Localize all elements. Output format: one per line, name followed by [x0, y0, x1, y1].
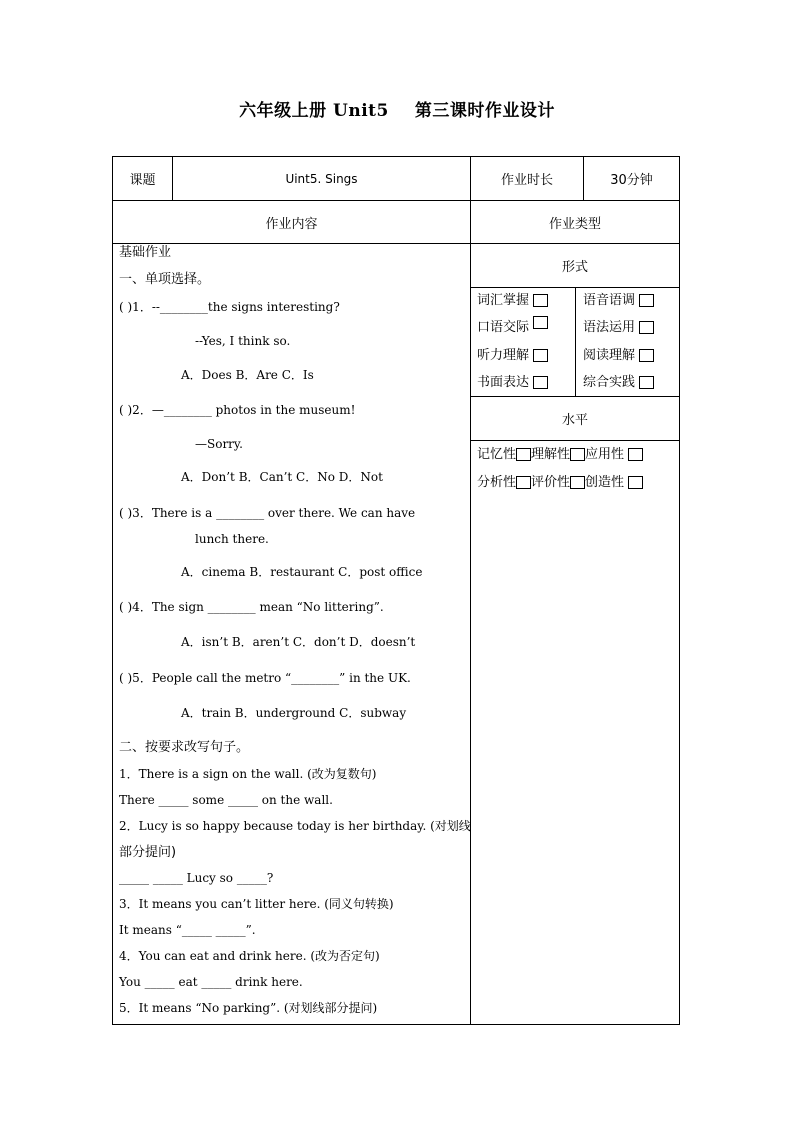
r2-line2: 部分提问) [119, 845, 177, 860]
checkbox[interactable] [533, 376, 548, 389]
type-header: 作业类型 [548, 216, 601, 232]
q1: ( )1．--________the signs interesting? [119, 300, 340, 314]
checkbox[interactable] [570, 448, 585, 461]
level-row-2: 分析性 评价性 创造性 [477, 471, 643, 490]
checkbox[interactable] [533, 294, 548, 307]
q2: ( )2．—________ photos in the museum! [119, 403, 356, 417]
form-reading: 阅读理解 [583, 344, 654, 363]
q3-options: A．cinema B．restaurant C．post office [181, 565, 423, 579]
r1: 1．There is a sign on the wall. (改为复数句) [119, 767, 377, 781]
form-phonetics: 语音语调 [583, 289, 654, 308]
level-row-1: 记忆性 理解性 应用性 [477, 443, 643, 462]
r5: 5．It means “No parking”. (对划线部分提问) [119, 1001, 378, 1015]
q2-options: A．Don’t B．Can’t C．No D．Not [181, 470, 383, 484]
checkbox[interactable] [570, 476, 585, 489]
q4-options: A．isn’t B．aren’t C．don’t D．doesn’t [181, 635, 416, 649]
checkbox[interactable] [533, 316, 548, 329]
checkbox[interactable] [639, 321, 654, 334]
duration-value: 30分钟 [610, 173, 653, 188]
r1-answer: There _____ some _____ on the wall. [119, 793, 333, 807]
checkbox[interactable] [628, 476, 643, 489]
r3-answer: It means “_____ _____”. [119, 923, 256, 937]
homework-table [112, 156, 680, 1025]
form-listening: 听力理解 [477, 344, 548, 363]
section-2-title: 二、按要求改写句子。 [119, 740, 250, 755]
r4: 4．You can eat and drink here. (改为否定句) [119, 949, 380, 963]
checkbox[interactable] [639, 349, 654, 362]
q2-answer: —Sorry. [195, 437, 243, 451]
q3-line2: lunch there. [195, 532, 269, 546]
q3: ( )3．There is a ________ over there. We can have [119, 506, 416, 520]
title-right: 第三课时作业设计 [414, 101, 555, 121]
checkbox[interactable] [639, 294, 654, 307]
r2: 2．Lucy is so happy because today is her birthday. (对划线 [119, 819, 471, 833]
form-practice: 综合实践 [583, 371, 654, 390]
q1-answer: --Yes, I think so. [195, 334, 291, 348]
form-speaking: 口语交际 [477, 316, 548, 335]
checkbox[interactable] [628, 448, 643, 461]
q1-options: A．Does B．Are C．Is [181, 368, 314, 382]
title-left: 六年级上册 Unit5 [239, 101, 389, 121]
r2-answer: _____ _____ Lucy so _____? [119, 871, 274, 885]
section-1-title: 一、单项选择。 [119, 272, 211, 287]
q5: ( )5．People call the metro “________” in the UK. [119, 671, 411, 685]
topic-value: Uint5. Sings [285, 171, 358, 186]
content-header: 作业内容 [265, 216, 318, 232]
basic-label: 基础作业 [119, 245, 172, 260]
q5-options: A．train B．underground C．subway [181, 706, 407, 720]
level-label: 水平 [561, 413, 588, 428]
page-title [0, 96, 794, 121]
duration-label: 作业时长 [500, 173, 553, 188]
r4-answer: You _____ eat _____ drink here. [119, 975, 303, 989]
checkbox[interactable] [639, 376, 654, 389]
form-vocab: 词汇掌握 [477, 289, 548, 308]
checkbox[interactable] [516, 476, 531, 489]
form-writing: 书面表达 [477, 371, 548, 390]
form-label: 形式 [561, 260, 588, 275]
q4: ( )4．The sign ________ mean “No littering”. [119, 600, 384, 614]
checkbox[interactable] [533, 349, 548, 362]
checkbox[interactable] [516, 448, 531, 461]
topic-label: 课题 [129, 173, 156, 188]
form-grammar: 语法运用 [583, 316, 654, 335]
r3: 3．It means you can’t litter here. (同义句转换) [119, 897, 394, 911]
